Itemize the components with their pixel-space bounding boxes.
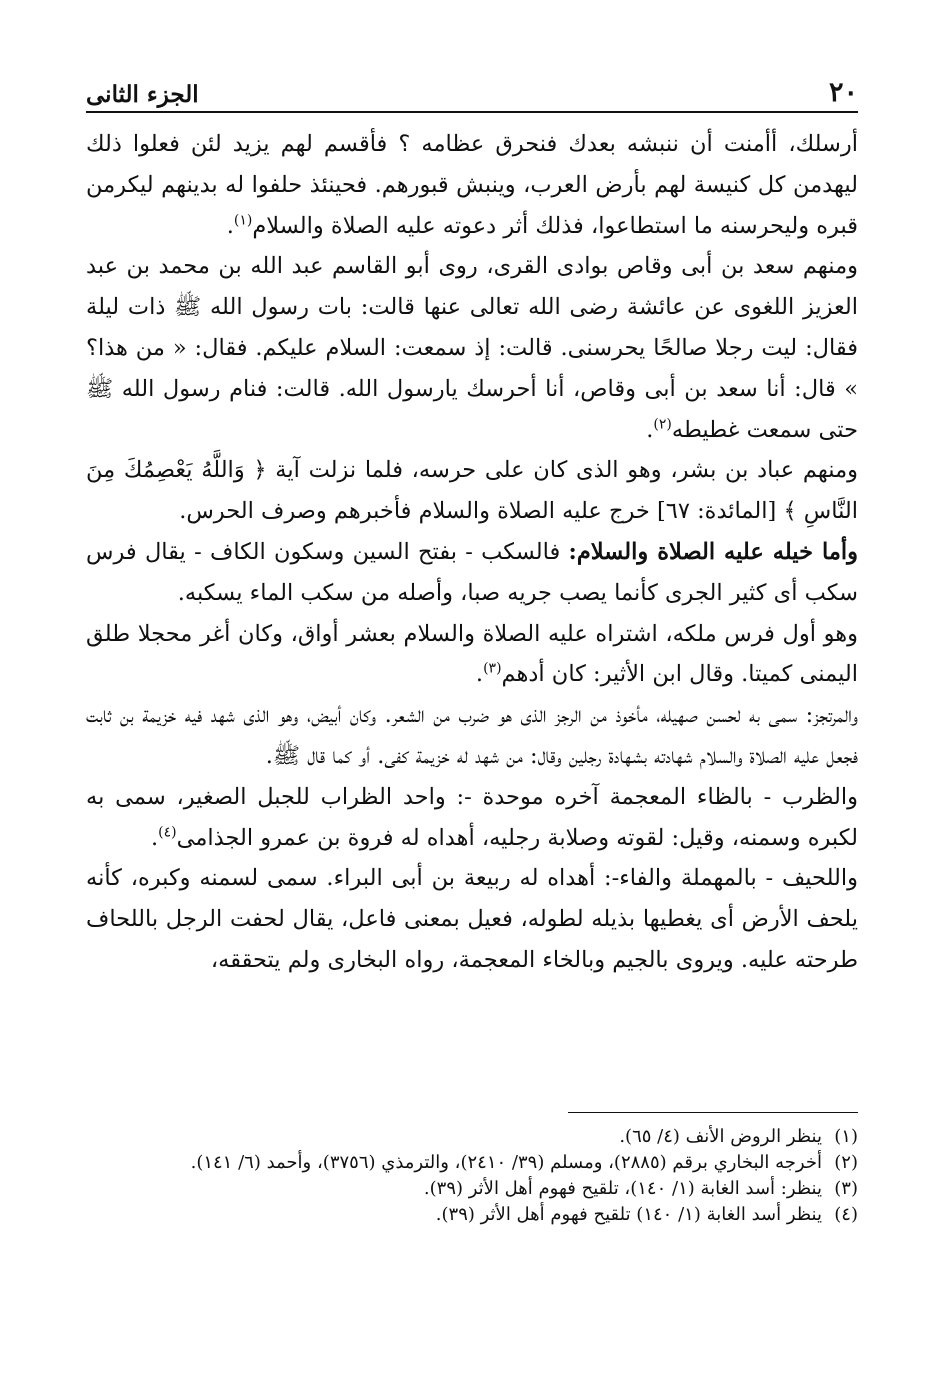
footnote-number: (٢): [834, 1152, 858, 1173]
paragraph-3-text: ومنهم عباد بن بشر، وهو الذى كان على حرسه، فلما نزلت آية ﴿ وَاللَّهُ يَعْصِمُكَ مِنَ النَّاسِ ﴾ [المائدة: ٦٧] خرج عليه الصلاة والسلام فأخبرهم وصرف الحرس.: [86, 457, 858, 525]
footnote-number: (٣): [834, 1178, 858, 1199]
footnote-text: أخرجه البخاري برقم (٢٨٨٥)، ومسلم (٣٩/ ٢٤١٠)، والترمذي (٣٧٥٦)، وأحمد (٦/ ١٤١).: [190, 1152, 822, 1173]
paragraph-7: [86, 777, 858, 859]
footnote-text: ينظر أسد الغابة (١/ ١٤٠) تلقيح فهوم أهل الأثر (٣٩).: [435, 1204, 822, 1225]
footnotes: [86, 1124, 858, 1228]
paragraph-6-text: والمرتجز: سمى به لحسن صهيله، مأخوذ من الرجز الذى هو ضرب من الشعر. وكان أبيض، وهو الذى شهد فيه خزيمة بن ثابت فجعل عليه الصلاة والسلام شهادته بشهادة رجلين وقال: من شهد له خزيمة كفى. أو كما قال ﷺ.: [86, 702, 858, 769]
main-text: [86, 124, 858, 981]
paragraph-4: [86, 532, 858, 614]
footnote-2: [86, 1150, 858, 1176]
paragraph-3: [86, 450, 858, 532]
footnote-ref-3[interactable]: (٣): [483, 660, 502, 677]
paragraph-5: [86, 614, 858, 696]
header-rule: [86, 111, 858, 113]
paragraph-2: [86, 246, 858, 450]
footnote-ref-2[interactable]: (٢): [653, 416, 672, 433]
page-number: ٢٠: [828, 77, 858, 108]
paragraph-2-text: ومنهم سعد بن أبى وقاص بوادى القرى، روى أبو القاسم عبد الله بن محمد بن عبد العزيز اللغوى عن عائشة رضى الله تعالى عنها قالت: بات رسول الله ﷺ ذات ليلة فقال: ليت رجلا صالحًا يحرسنى. قالت: إذ سمعت: السلام عليكم. فقال: « من هذا؟ » قال: أنا سعد بن أبى وقاص، أنا أحرسك يارسول الله. قالت: فنام رسول الله ﷺ حتى سمعت غطيطه: [86, 253, 858, 443]
paragraph-5-end: .: [475, 661, 484, 688]
footnote-text: ينظر الروض الأنف (٤/ ٦٥).: [619, 1126, 822, 1147]
footnote-number: (٤): [834, 1204, 858, 1225]
footnote-text: ينظر: أسد الغابة (١/ ١٤٠)، تلقيح فهوم أهل الأثر (٣٩).: [423, 1178, 822, 1199]
footnotes-rule: [568, 1112, 858, 1113]
footnote-ref-1[interactable]: (١): [233, 212, 253, 229]
paragraph-2-end: .: [646, 416, 654, 443]
page-header: [86, 58, 858, 106]
paragraph-4-text: فالسكب - بفتح السين وسكون الكاف - يقال فرس سكب أى كثير الجرى كأنما يصب جريه صبا، وأصله من سكب الماء يسكبه.: [86, 538, 858, 606]
paragraph-7-end: .: [151, 824, 159, 851]
paragraph-5-text: وهو أول فرس ملكه، اشتراه عليه الصلاة والسلام بعشر أواق، وكان أغر محجلا طلق اليمنى كميتا. وقال ابن الأثير: كان أدهم: [86, 620, 858, 688]
footnote-3: [86, 1176, 858, 1202]
footnote-4: [86, 1202, 858, 1228]
paragraph-8-text: واللحيف - بالمهملة والفاء-: أهداه له ربيعة بن أبى البراء. سمى لسمنه وكبره، كأنه يلحف الأرض أى يغطيها بذيله لطوله، فعيل بمعنى فاعل، يقال لحفت الرجل باللحاف طرحته عليه. ويروى بالجيم وبالخاء المعجمة، رواه البخارى ولم يتحققه،: [86, 865, 858, 973]
paragraph-1-end: .: [226, 212, 234, 239]
section-heading-horses: وأما خيله عليه الصلاة والسلام:: [568, 538, 858, 565]
paragraph-1: [86, 124, 858, 246]
paragraph-6: [86, 695, 858, 777]
paragraph-1-text: أرسلك، أأمنت أن ننبشه بعدك فنحرق عظامه ؟ فأقسم لهم يزيد لئن فعلوا ذلك ليهدمن كل كنيسة لهم بأرض العرب، وينبش قبورهم. فحينئذ حلفوا له بدينهم ليكرمن قبره وليحرسنه ما استطاعوا، فذلك أثر دعوته عليه الصلاة والسلام: [86, 131, 858, 239]
footnote-1: [86, 1124, 858, 1150]
running-title: الجزء الثانى: [86, 81, 199, 108]
paragraph-7-text: والظرب - بالظاء المعجمة آخره موحدة -: واحد الظراب للجبل الصغير، سمى به لكبره وسمنه، وقيل: لقوته وصلابة رجليه، أهداه له فروة بن عمرو الجذامى: [86, 783, 858, 851]
paragraph-8: [86, 858, 858, 980]
footnote-ref-4[interactable]: (٤): [158, 824, 177, 841]
footnote-number: (١): [834, 1126, 858, 1147]
